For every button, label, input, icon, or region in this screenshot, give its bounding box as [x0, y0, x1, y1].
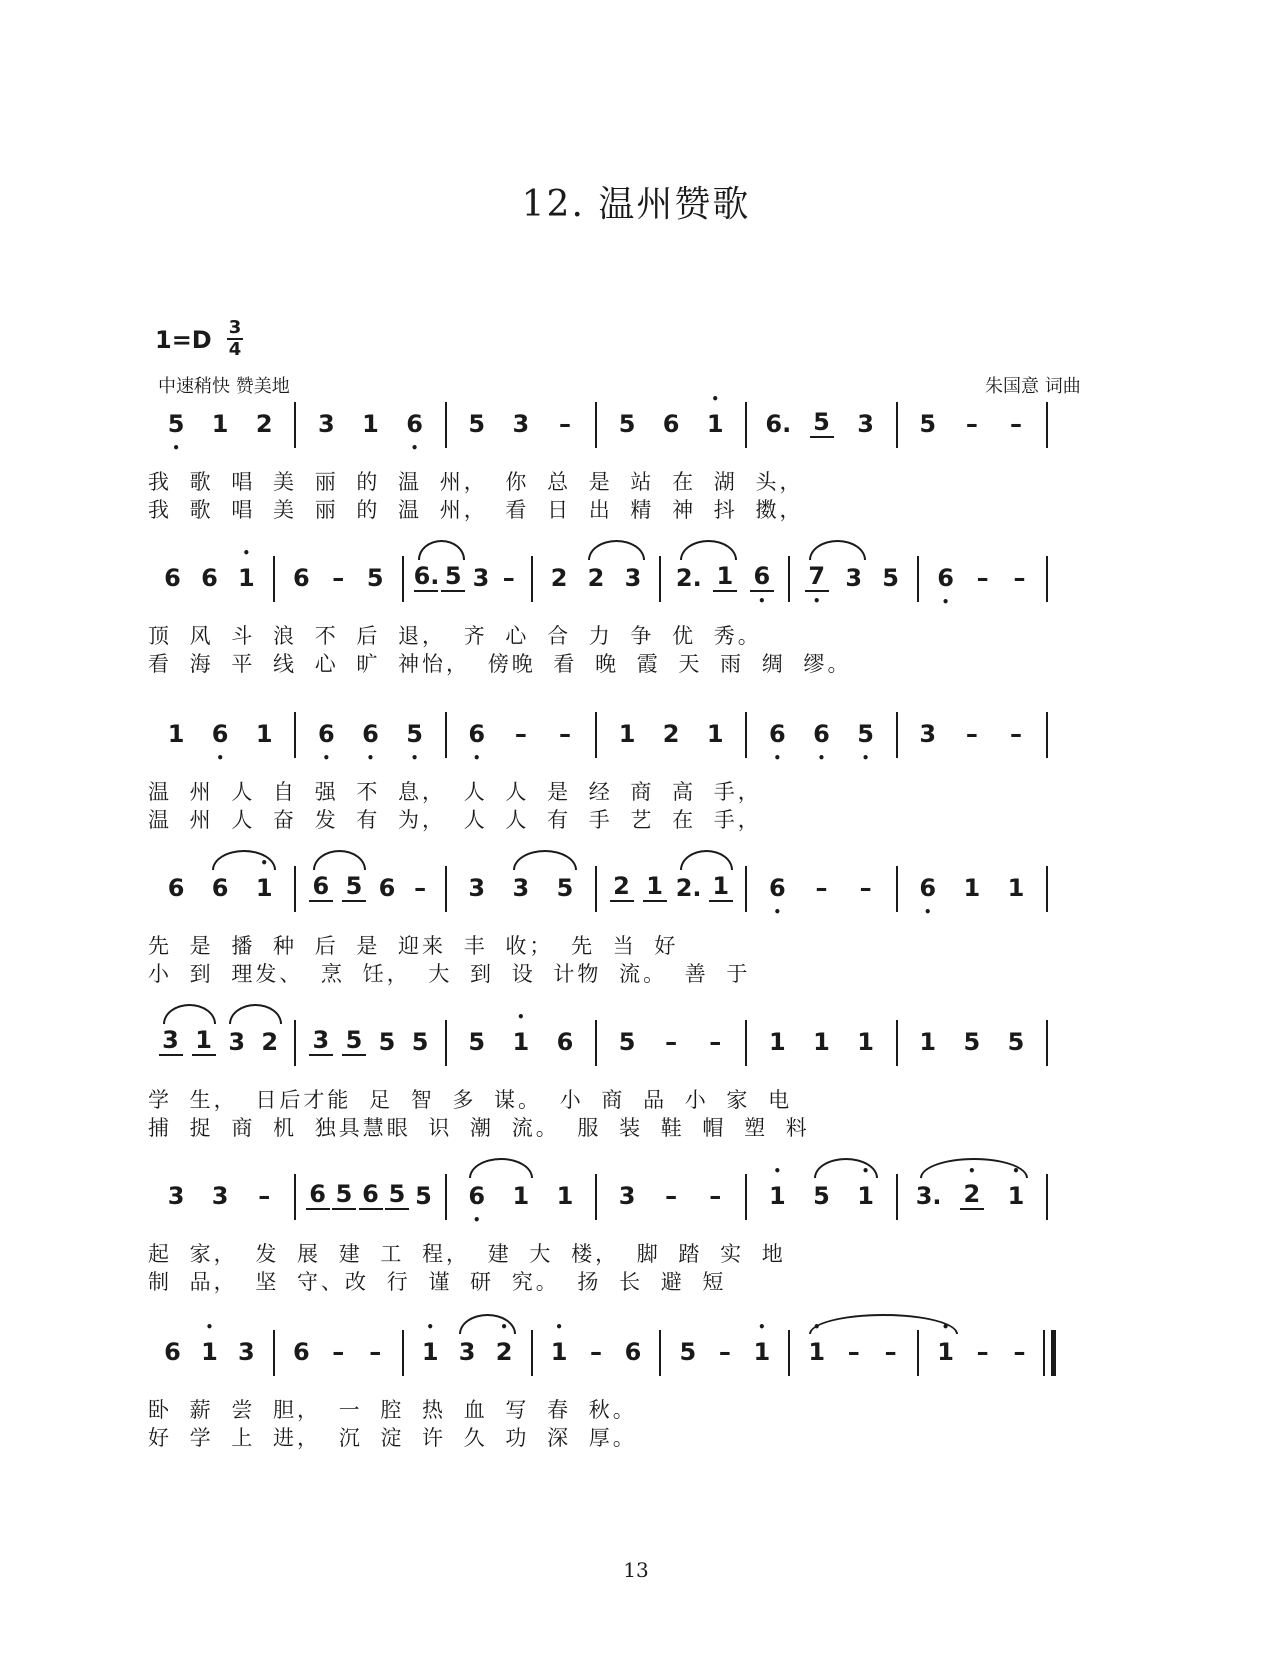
time-denominator: 4 [228, 339, 242, 360]
slur [809, 540, 866, 560]
note: 1 [643, 872, 667, 902]
score-row [0, 872, 1272, 986]
score-row [0, 408, 1272, 522]
slur [229, 1004, 282, 1024]
barline-end [1043, 1330, 1045, 1376]
note: 5 [342, 872, 366, 902]
note: 5 [415, 1182, 432, 1210]
note: 6 [292, 1338, 310, 1366]
note: 3 [618, 1182, 636, 1210]
note: 6 • [810, 718, 834, 750]
note: 6 [378, 874, 396, 902]
lyric-line-2: 制 品， 坚 守、改 行 谨 研 究。 扬 长 避 短 [148, 1270, 727, 1294]
note: 1 [618, 720, 636, 748]
note: 7 • [805, 562, 829, 592]
note: 3 [919, 720, 937, 748]
note: 5 • [164, 408, 188, 440]
note: 5 • [854, 718, 878, 750]
note: 1 [857, 1028, 874, 1056]
note: 6 [292, 564, 310, 592]
note: 1 [362, 410, 379, 438]
key-signature: 1=D [155, 326, 212, 354]
note: 5 [810, 408, 834, 438]
slur [212, 850, 276, 870]
score-row [0, 562, 1272, 676]
lyric-line-1: 先 是 播 种 后 是 迎来 丰 收； 先 当 好 [148, 934, 679, 958]
note: • 1 [547, 1336, 571, 1368]
note: 6. [413, 562, 440, 590]
barline [896, 712, 898, 758]
note: 5 [385, 1180, 409, 1210]
slur [680, 850, 733, 870]
barline [745, 1020, 747, 1066]
note: 5 [556, 874, 574, 902]
hold-dash: – [558, 410, 571, 438]
score-row [0, 1336, 1272, 1450]
hold-dash: – [1009, 720, 1022, 748]
note: 6 [624, 1338, 642, 1366]
barline [745, 712, 747, 758]
lyric-line-1: 我 歌 唱 美 丽 的 温 州， 你 总 是 站 在 湖 头， [148, 470, 804, 494]
hold-dash: – [976, 1338, 989, 1366]
hold-dash: – [414, 874, 427, 902]
note: 2 [610, 872, 634, 902]
barline [595, 712, 597, 758]
note: 5 [963, 1028, 981, 1056]
slur [588, 540, 645, 560]
note: 2 [261, 1028, 279, 1056]
lyric-line-1: 起 家， 发 展 建 工 程， 建 大 楼， 脚 踏 实 地 [148, 1242, 786, 1266]
note: 5 [468, 410, 486, 438]
note: 5 [366, 564, 384, 592]
hold-dash: – [965, 410, 978, 438]
note: • 1 [934, 1336, 958, 1368]
note: • 1 [252, 872, 276, 904]
barline-end [1046, 1020, 1048, 1066]
composer-credit: 朱国意 词曲 [985, 376, 1081, 397]
note: 3. [915, 1182, 942, 1210]
note: • 1 [750, 1336, 774, 1368]
hold-dash: – [369, 1338, 382, 1366]
hold-dash: – [514, 720, 527, 748]
note: 5 [882, 564, 899, 592]
barline [595, 402, 597, 448]
barline [294, 1174, 296, 1220]
note: 3 [512, 410, 530, 438]
note: • 1 [854, 1180, 878, 1212]
note: 5 [468, 1028, 486, 1056]
note: 3 [238, 1338, 255, 1366]
slur [313, 850, 366, 870]
barline [745, 866, 747, 912]
hold-dash: – [884, 1338, 897, 1366]
note: 3 [211, 1182, 229, 1210]
barline-end [1046, 1174, 1048, 1220]
note: 3 [512, 874, 530, 902]
hold-dash: – [847, 1338, 860, 1366]
note: 5 • [403, 718, 427, 750]
note: 6 • [208, 718, 232, 750]
barline [745, 1174, 747, 1220]
page-number: 13 [623, 1558, 649, 1582]
note: 6 [359, 1180, 383, 1210]
note: 1 [813, 1028, 830, 1056]
barline [273, 1330, 275, 1376]
hold-dash: – [665, 1182, 678, 1210]
note: 6 [662, 410, 680, 438]
final-barline [1051, 1330, 1056, 1376]
hold-dash: – [815, 874, 828, 902]
hold-dash: – [258, 1182, 271, 1210]
slur [459, 1314, 516, 1334]
lyric-line-2: 小 到 理发、 烹 饪， 大 到 设 计物 流。 善 于 [148, 962, 751, 986]
hold-dash: – [590, 1338, 602, 1366]
note: 5 [679, 1338, 697, 1366]
lyric-line-1: 卧 薪 尝 胆， 一 腔 热 血 写 春 秋。 [148, 1398, 637, 1422]
note: 5 [378, 1028, 396, 1056]
note: 1 [769, 1028, 786, 1056]
lyric-line-2: 温 州 人 奋 发 有 为， 人 人 有 手 艺 在 手， [148, 808, 762, 832]
note: • 1 [765, 1180, 789, 1212]
note: 3 [845, 564, 863, 592]
note: 2 [255, 410, 273, 438]
note: 6 • [465, 718, 489, 750]
note: 5 [342, 1026, 366, 1056]
barline [531, 1330, 533, 1376]
lyric-line-2: 看 海 平 线 心 旷 神怡， 傍晚 看 晚 霞 天 雨 绸 缪。 [148, 652, 852, 676]
note: 2. [675, 874, 702, 902]
barline [745, 402, 747, 448]
barline [595, 1020, 597, 1066]
note: 1 [1007, 874, 1025, 902]
note: 1 [713, 562, 737, 592]
hold-dash: – [1009, 410, 1022, 438]
slur [418, 540, 466, 560]
note: 6 • [314, 718, 338, 750]
note: 3 [159, 1026, 183, 1056]
slur [469, 1158, 533, 1178]
barline [917, 556, 919, 602]
barline [445, 402, 447, 448]
barline [896, 1020, 898, 1066]
note: 5 [813, 1182, 830, 1210]
slur [513, 850, 577, 870]
barline [402, 556, 404, 602]
time-signature [226, 318, 244, 360]
barline [531, 556, 533, 602]
lyric-line-2: 捕 捉 商 机 独具慧眼 识 潮 流。 服 装 鞋 帽 塑 料 [148, 1116, 810, 1140]
barline-end [1046, 556, 1048, 602]
note: 3 [309, 1026, 333, 1056]
note: 1 [192, 1026, 216, 1056]
note: • 1 [234, 562, 258, 594]
barline [595, 1174, 597, 1220]
barline [788, 1330, 790, 1376]
hold-dash: – [859, 874, 872, 902]
barline [917, 1330, 919, 1376]
barline [896, 1174, 898, 1220]
barline [595, 866, 597, 912]
lyric-line-1: 学 生， 日后才能 足 智 多 谋。 小 商 品 小 家 电 [148, 1088, 793, 1112]
barline [294, 866, 296, 912]
hold-dash: – [558, 720, 571, 748]
note: 3 [624, 564, 642, 592]
hold-dash: – [709, 1182, 722, 1210]
lyric-line-1: 顶 风 斗 浪 不 后 退， 齐 心 合 力 争 优 秀。 [148, 624, 762, 648]
note: 6 • [934, 562, 958, 594]
note: 2. [675, 564, 702, 592]
slur [809, 1314, 958, 1334]
hold-dash: – [718, 1338, 731, 1366]
note: 5 [332, 1180, 356, 1210]
note: • 2 [492, 1336, 516, 1368]
note: 6 • [765, 718, 789, 750]
note: 6 • [750, 562, 774, 592]
note: 3 [458, 1338, 476, 1366]
barline-end [1046, 402, 1048, 448]
barline [896, 866, 898, 912]
score-row [0, 1026, 1272, 1140]
barline [294, 712, 296, 758]
slur [163, 1004, 216, 1024]
note: 5 [618, 410, 636, 438]
note: 1 [706, 720, 724, 748]
barline [788, 556, 790, 602]
hold-dash: – [976, 564, 989, 592]
note: 3 [228, 1028, 246, 1056]
lyric-line-2: 好 学 上 进， 沉 淀 许 久 功 深 厚。 [148, 1426, 637, 1450]
note: 1 [512, 1182, 530, 1210]
hold-dash: – [665, 1028, 678, 1056]
note: 1 [919, 1028, 937, 1056]
note: 2 [550, 564, 568, 592]
note: 6 [164, 564, 181, 592]
note: 6 [309, 872, 333, 902]
note: 3 [167, 1182, 185, 1210]
note: • 1 [703, 408, 727, 440]
note: 6 • [359, 718, 383, 750]
note: 1 [167, 720, 185, 748]
note: 5 [441, 562, 465, 592]
note: 3 [857, 410, 874, 438]
note: 3 [318, 410, 335, 438]
tempo-marking: 中速稍快 赞美地 [158, 376, 290, 397]
note: 1 [255, 720, 273, 748]
barline [445, 1174, 447, 1220]
note: 6 [306, 1180, 330, 1210]
barline [273, 556, 275, 602]
note: • 1 [805, 1336, 829, 1368]
note: 5 [618, 1028, 636, 1056]
note: 6 • [765, 872, 789, 904]
note: 6. [765, 410, 792, 438]
hold-dash: – [502, 564, 515, 592]
song-title: 12. 温州赞歌 [521, 184, 751, 225]
barline-end [1046, 712, 1048, 758]
note: 6 • [916, 872, 940, 904]
hold-dash: – [332, 1338, 345, 1366]
note: 5 [411, 1028, 429, 1056]
note: • 2 [960, 1180, 984, 1210]
note: • 1 [509, 1026, 533, 1058]
slur [814, 1158, 878, 1178]
note: 5 [1007, 1028, 1025, 1056]
note: 6 [201, 564, 218, 592]
barline [294, 1020, 296, 1066]
hold-dash: – [965, 720, 978, 748]
note: 1 [556, 1182, 574, 1210]
note: 6 • [465, 1180, 489, 1212]
note: 2 [662, 720, 680, 748]
score-row [0, 718, 1272, 832]
hold-dash: – [1013, 1338, 1026, 1366]
barline [445, 1020, 447, 1066]
hold-dash: – [709, 1028, 722, 1056]
note: 1 [211, 410, 229, 438]
note: 5 [919, 410, 937, 438]
note: 1 [709, 872, 733, 902]
barline [896, 402, 898, 448]
hold-dash: – [332, 564, 345, 592]
note: 6 • [403, 408, 427, 440]
note: • 1 [197, 1336, 221, 1368]
barline [445, 866, 447, 912]
score-row [0, 1180, 1272, 1294]
lyric-line-1: 温 州 人 自 强 不 息， 人 人 是 经 商 高 手， [148, 780, 762, 804]
barline [659, 556, 661, 602]
note: 6 [164, 1338, 181, 1366]
barline [294, 402, 296, 448]
note: 3 [472, 564, 490, 592]
note: 2 [587, 564, 605, 592]
lyric-line-2: 我 歌 唱 美 丽 的 温 州， 看 日 出 精 神 抖 擞， [148, 498, 804, 522]
slur [680, 540, 737, 560]
note: • 1 [1004, 1180, 1028, 1212]
note: 3 [468, 874, 486, 902]
barline-end [1046, 866, 1048, 912]
note: 6 [556, 1028, 574, 1056]
barline [402, 1330, 404, 1376]
note: 6 [167, 874, 185, 902]
barline [445, 712, 447, 758]
hold-dash: – [1013, 564, 1026, 592]
note: • 1 [418, 1336, 442, 1368]
barline [659, 1330, 661, 1376]
note: 6 [211, 874, 229, 902]
note: 1 [963, 874, 981, 902]
time-numerator: 3 [228, 317, 242, 338]
slur [920, 1158, 1028, 1178]
